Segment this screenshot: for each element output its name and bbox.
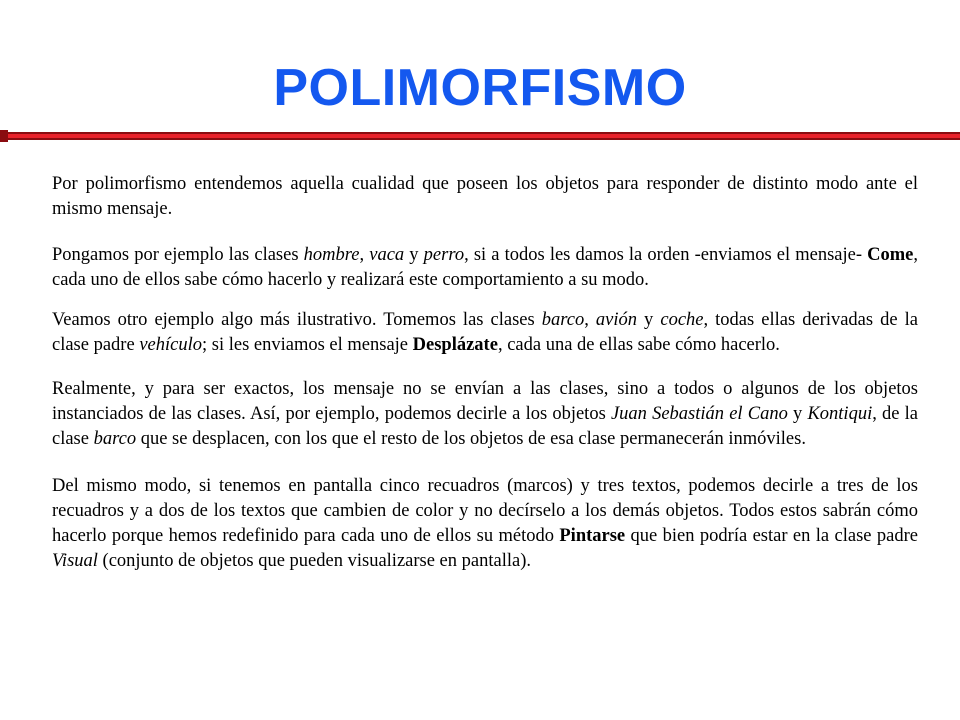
text-run: , de la clase — [52, 404, 919, 449]
paragraph-objects-instances — [52, 377, 918, 452]
title-divider — [0, 132, 960, 140]
bold-message: Desplázate — [412, 335, 498, 355]
text-run: , — [359, 245, 370, 265]
italic-term: perro — [423, 245, 465, 265]
text-run: ; si les enviamos el mensaje — [201, 335, 413, 355]
text-run: , cada uno de ellos sabe cómo hacerlo y realizará este comportamiento a su modo. — [52, 245, 918, 290]
slide-title: POLIMORFISMO — [273, 59, 687, 117]
italic-term: Kontiqui — [807, 404, 873, 424]
italic-term: Juan Sebastián el Cano — [610, 404, 788, 424]
text-run: , si a todos les damos la orden -enviamos el mensaje- — [464, 245, 868, 265]
italic-term: vaca — [369, 245, 405, 265]
text-run: Pongamos por ejemplo las clases — [52, 245, 304, 265]
text-run: , cada una de ellas sabe cómo hacerlo. — [497, 335, 780, 355]
text-run: y — [637, 310, 661, 330]
text-run: , — [584, 310, 596, 330]
italic-term: barco — [541, 310, 585, 330]
paragraph-example-animals — [52, 243, 918, 293]
italic-term: Visual — [52, 551, 98, 571]
text-run: que bien podría estar en la clase padre — [625, 526, 918, 546]
italic-term: coche — [660, 310, 704, 330]
bold-message: Come — [867, 245, 914, 265]
text-run: , todas ellas derivadas de la clase padre — [52, 310, 918, 355]
text-run: Realmente, y para ser exactos, los mensaje no se envían a las clases, sino a todos o algunos de los objetos instanciados de las clases. Así, por ejemplo, podemos decirle a los objetos — [52, 379, 918, 424]
paragraph-definition — [52, 172, 918, 222]
text-run: y — [404, 245, 424, 265]
text-run: (conjunto de objetos que pueden visualizarse en pantalla). — [97, 551, 531, 571]
italic-term: barco — [93, 429, 137, 449]
paragraph-screen-example — [52, 474, 918, 574]
paragraph-example-vehicles — [52, 308, 918, 358]
title-divider-cap — [0, 130, 8, 142]
bold-message: Pintarse — [559, 526, 626, 546]
body-text — [52, 172, 918, 595]
text-run: Del mismo modo, si tenemos en pantalla cinco recuadros (marcos) y tres textos, podemos decirle a tres de los recuadros y a dos de los textos que cambien de color y no decírselo a los demás objetos. Todos estos sabrán cómo hacerlo porque hemos redefinido para cada uno de ellos su método — [52, 476, 918, 546]
italic-term: vehículo — [139, 335, 202, 355]
text-run: y — [787, 404, 808, 424]
italic-term: hombre — [303, 245, 360, 265]
text-run: Por polimorfismo entendemos aquella cualidad que poseen los objetos para responder de distinto modo ante el mismo mensaje. — [52, 174, 918, 219]
italic-term: avión — [595, 310, 638, 330]
text-run: Veamos otro ejemplo algo más ilustrativo. Tomemos las clases — [52, 310, 542, 330]
text-run: que se desplacen, con los que el resto de los objetos de esa clase permanecerán inmóviles. — [136, 429, 806, 449]
